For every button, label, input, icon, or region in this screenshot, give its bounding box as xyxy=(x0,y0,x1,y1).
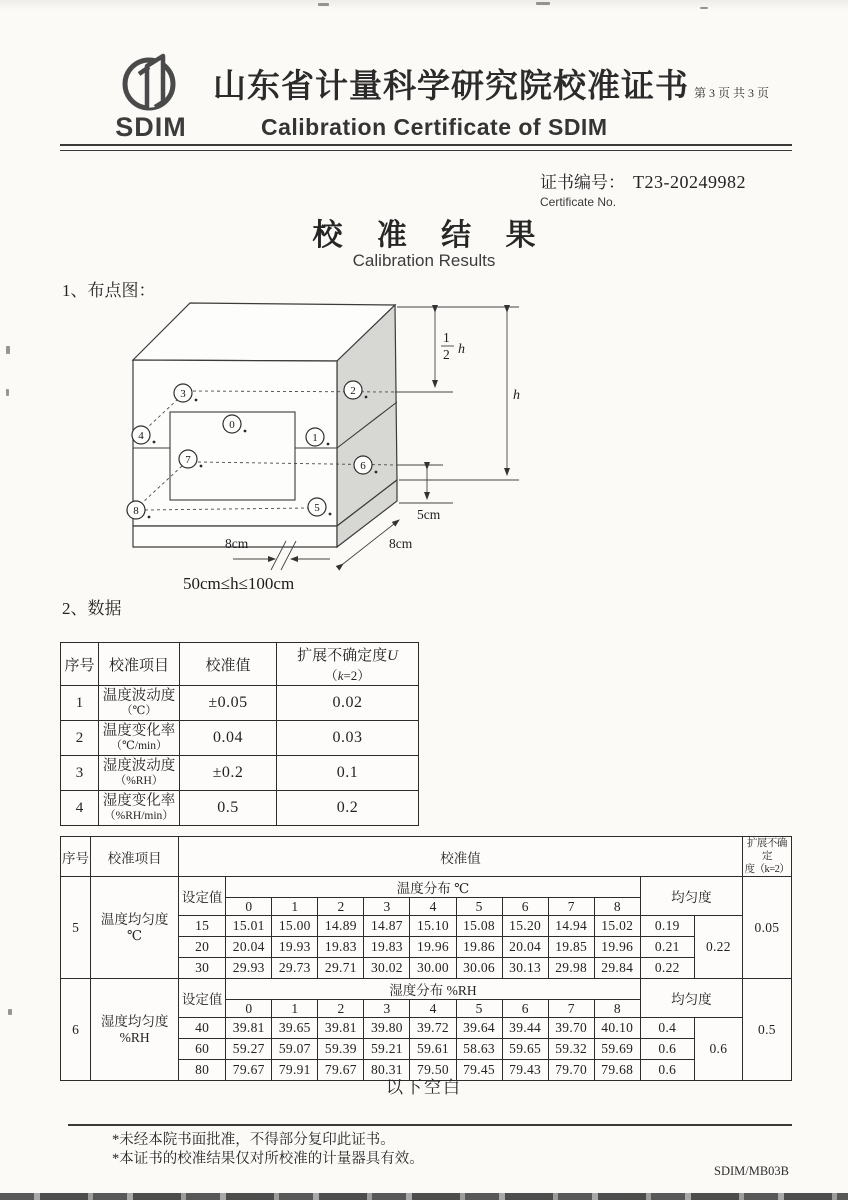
table-cell: 1 xyxy=(272,1000,318,1018)
table-cell: 校准值 xyxy=(180,643,277,686)
results-title-en: Calibration Results xyxy=(352,251,496,270)
table-cell: 15.01 xyxy=(226,916,272,937)
table-cell: 79.50 xyxy=(410,1060,456,1081)
table-cell: 湿度分布 %RH xyxy=(226,979,641,1000)
table-cell: 序号 xyxy=(61,643,99,686)
scan-edge-band xyxy=(0,1193,848,1200)
table-cell: 4 xyxy=(61,791,99,826)
table-cell: 6 xyxy=(502,1000,548,1018)
table-cell: 4 xyxy=(410,898,456,916)
diagram-shape xyxy=(329,513,332,516)
table-cell: 5 xyxy=(456,1000,502,1018)
table-cell: 29.93 xyxy=(226,958,272,979)
table-cell: 30.02 xyxy=(364,958,410,979)
scan-speck xyxy=(700,7,708,9)
table-cell: 30.00 xyxy=(410,958,456,979)
table-row xyxy=(61,686,419,721)
diagram-shape: 1 xyxy=(443,330,450,345)
table-cell: 39.72 xyxy=(410,1018,456,1039)
table-cell: 19.85 xyxy=(548,937,594,958)
table-cell: 19.93 xyxy=(272,937,318,958)
table-cell: ±0.2 xyxy=(180,756,277,791)
logo-text: SDIM xyxy=(115,112,187,142)
results-title-cn: 校 准 结 果 xyxy=(312,219,549,252)
table-cell: 扩展不确定 度（k=2） xyxy=(742,837,791,877)
table-cell: 20.04 xyxy=(226,937,272,958)
page-number: 第 3 页 共 3 页 xyxy=(694,86,770,100)
table-cell: 59.27 xyxy=(226,1039,272,1060)
diagram-shape xyxy=(148,516,151,519)
table-cell: 39.70 xyxy=(548,1018,594,1039)
h-label: h xyxy=(513,388,520,403)
table-cell: 39.81 xyxy=(226,1018,272,1039)
diagram-shape: 2 xyxy=(443,347,450,362)
diagram-shape: 6 xyxy=(360,460,366,472)
header-divider xyxy=(60,144,792,151)
table-cell: 0.02 xyxy=(277,686,419,721)
table-cell: 2 xyxy=(318,898,364,916)
table-cell: 4 xyxy=(410,1000,456,1018)
table-cell: 15.08 xyxy=(456,916,502,937)
table-cell: 0.19 xyxy=(640,916,694,937)
placement-diagram xyxy=(105,298,575,598)
table-cell: 6 xyxy=(502,898,548,916)
scan-smudge xyxy=(0,0,848,10)
section-heading-layout: 1、布点图： xyxy=(62,281,156,300)
blank-below-note: 以下空白 xyxy=(386,1078,462,1097)
table-cell: 19.83 xyxy=(318,937,364,958)
diagram-shape xyxy=(195,399,198,402)
table-cell: 5 xyxy=(456,898,502,916)
table-cell: 20.04 xyxy=(502,937,548,958)
table-cell: 29.84 xyxy=(594,958,640,979)
fluctuation-table xyxy=(60,642,419,826)
table-cell: 79.67 xyxy=(226,1060,272,1081)
table-cell: 校准项目 xyxy=(91,837,179,877)
table-cell: 79.43 xyxy=(502,1060,548,1081)
footer-note-2: *本证书的校准结果仅对所校准的计量器具有效。 xyxy=(112,1151,424,1167)
table-cell: 79.70 xyxy=(548,1060,594,1081)
table-cell: 扩展不确定度U （k=2） xyxy=(277,643,419,686)
table-cell: 0 xyxy=(226,1000,272,1018)
certificate-title-en: Calibration Certificate of SDIM xyxy=(261,114,608,140)
table-cell: 79.91 xyxy=(272,1060,318,1081)
header-titles xyxy=(213,60,803,141)
table-header-row xyxy=(61,643,419,686)
diagram-caption: 50cm≤h≤100cm xyxy=(183,574,295,593)
table-cell: 15.02 xyxy=(594,916,640,937)
table-cell: 2 xyxy=(318,1000,364,1018)
table-cell: 39.64 xyxy=(456,1018,502,1039)
table-cell: 19.83 xyxy=(364,937,410,958)
diagram-shape xyxy=(153,441,156,444)
form-number: SDIM/MB03B xyxy=(714,1164,790,1178)
table-cell: 0.6 xyxy=(640,1039,694,1060)
table-cell: 0.22 xyxy=(640,958,694,979)
table-cell: 0.2 xyxy=(277,791,419,826)
certificate-title-cn: 山东省计量科学研究院校准证书 xyxy=(213,69,689,105)
scan-speck xyxy=(8,1009,12,1015)
table-cell: 14.94 xyxy=(548,916,594,937)
table-cell: 20 xyxy=(179,937,226,958)
table-row xyxy=(61,791,419,826)
table-cell: 5 xyxy=(61,877,91,979)
diagram-shape xyxy=(147,56,163,108)
table-cell: 39.65 xyxy=(272,1018,318,1039)
hum-section-header-row xyxy=(61,979,792,1000)
table-cell: 40.10 xyxy=(594,1018,640,1039)
dim-8cm-front-label: 8cm xyxy=(225,536,249,551)
table-cell: 29.73 xyxy=(272,958,318,979)
table-cell: 均匀度 xyxy=(640,979,742,1018)
table-cell: 0.03 xyxy=(277,721,419,756)
table-row xyxy=(61,756,419,791)
table-cell: 7 xyxy=(548,898,594,916)
table-cell: 3 xyxy=(364,898,410,916)
table-cell: 15.10 xyxy=(410,916,456,937)
certificate-number: T23-20249982 xyxy=(633,172,746,192)
table-cell: 温度波动度 （℃） xyxy=(99,686,180,721)
diagram-shape: 0 xyxy=(229,419,235,431)
table-cell: 设定值 xyxy=(179,877,226,916)
scan-speck xyxy=(6,389,9,396)
table-cell: 3 xyxy=(364,1000,410,1018)
scan-speck xyxy=(6,346,10,354)
table-cell: 1 xyxy=(272,898,318,916)
table-cell: 0.5 xyxy=(742,979,791,1081)
table-cell: 0.4 xyxy=(640,1018,694,1039)
table-cell: 79.45 xyxy=(456,1060,502,1081)
diagram-shape: 1 xyxy=(312,432,318,444)
table-cell: 60 xyxy=(179,1039,226,1060)
table-cell: 19.96 xyxy=(594,937,640,958)
diagram-shape: 2 xyxy=(350,385,356,397)
table-cell: 0 xyxy=(226,898,272,916)
table-cell: 39.44 xyxy=(502,1018,548,1039)
table-cell: 0.6 xyxy=(694,1018,742,1081)
table-cell: 79.68 xyxy=(594,1060,640,1081)
sdim-logo xyxy=(94,52,208,141)
half-h-label: h xyxy=(458,342,465,357)
table-cell: 15.00 xyxy=(272,916,318,937)
diagram-shape: 3 xyxy=(180,388,186,400)
table-cell: 19.86 xyxy=(456,937,502,958)
table-cell: 1 xyxy=(61,686,99,721)
table-cell: 校准项目 xyxy=(99,643,180,686)
table-cell: 6 xyxy=(61,979,91,1081)
sdim-logo-icon xyxy=(119,52,183,116)
certificate-number-block xyxy=(540,168,746,209)
table-cell: 59.65 xyxy=(502,1039,548,1060)
table-cell: 59.32 xyxy=(548,1039,594,1060)
diagram-shape: 7 xyxy=(185,454,191,466)
diagram-shape xyxy=(397,307,519,503)
scan-speck xyxy=(536,2,550,5)
table-cell: 80 xyxy=(179,1060,226,1081)
table-cell: 59.07 xyxy=(272,1039,318,1060)
table-cell: 均匀度 xyxy=(640,877,742,916)
table-cell: 30.13 xyxy=(502,958,548,979)
table-cell: 校准值 xyxy=(179,837,743,877)
uniformity-table xyxy=(60,836,792,1081)
table-cell: 14.89 xyxy=(318,916,364,937)
table-cell: 15.20 xyxy=(502,916,548,937)
table-row xyxy=(61,721,419,756)
table-cell: 59.39 xyxy=(318,1039,364,1060)
table-cell: 温度均匀度 ℃ xyxy=(91,877,179,979)
temp-section-header-row xyxy=(61,877,792,898)
footer-note-1: *未经本院书面批准，不得部分复印此证书。 xyxy=(112,1132,395,1148)
table-cell: 8 xyxy=(594,1000,640,1018)
dim-8cm-side-label: 8cm xyxy=(389,536,413,551)
table-cell: 0.22 xyxy=(694,916,742,979)
table-cell: 59.21 xyxy=(364,1039,410,1060)
table-cell: 59.69 xyxy=(594,1039,640,1060)
table-cell: 29.98 xyxy=(548,958,594,979)
table-cell: 温度变化率 （℃/min） xyxy=(99,721,180,756)
table-cell: 40 xyxy=(179,1018,226,1039)
table-cell: 设定值 xyxy=(179,979,226,1018)
diagram-shape xyxy=(375,471,378,474)
table-cell: 0.1 xyxy=(277,756,419,791)
diagram-shape: 8 xyxy=(133,505,139,517)
table-cell: 0.05 xyxy=(742,877,791,979)
dim-5cm-label: 5cm xyxy=(417,507,441,522)
table-cell: 29.71 xyxy=(318,958,364,979)
section-heading-data: 2、数据 xyxy=(62,599,122,618)
table-cell: 0.04 xyxy=(180,721,277,756)
table-cell: 14.87 xyxy=(364,916,410,937)
table-cell: 39.81 xyxy=(318,1018,364,1039)
table-cell: 湿度波动度 （%RH） xyxy=(99,756,180,791)
diagram-shape xyxy=(365,396,368,399)
table-cell: 2 xyxy=(61,721,99,756)
table-cell: 0.5 xyxy=(180,791,277,826)
table-cell: 58.63 xyxy=(456,1039,502,1060)
diagram-shape xyxy=(327,443,330,446)
scan-speck xyxy=(318,3,329,6)
table-cell: 79.67 xyxy=(318,1060,364,1081)
diagram-shape xyxy=(244,430,247,433)
certificate-number-label-en: Certificate No. xyxy=(540,195,617,209)
table-header-row xyxy=(61,837,792,877)
table-cell: 湿度变化率 （%RH/min） xyxy=(99,791,180,826)
table-cell: ±0.05 xyxy=(180,686,277,721)
table-cell: 0.21 xyxy=(640,937,694,958)
certificate-number-label: 证书编号： xyxy=(540,173,625,192)
table-cell: 湿度均匀度 %RH xyxy=(91,979,179,1081)
table-cell: 序号 xyxy=(61,837,91,877)
table-cell: 8 xyxy=(594,898,640,916)
table-cell: 温度分布 ℃ xyxy=(226,877,641,898)
table-cell: 80.31 xyxy=(364,1060,410,1081)
table-cell: 39.80 xyxy=(364,1018,410,1039)
table-cell: 7 xyxy=(548,1000,594,1018)
diagram-shape xyxy=(200,465,203,468)
footer-divider xyxy=(68,1124,792,1126)
table-cell: 59.61 xyxy=(410,1039,456,1060)
table-cell: 15 xyxy=(179,916,226,937)
table-cell: 0.6 xyxy=(640,1060,694,1081)
table-cell: 3 xyxy=(61,756,99,791)
diagram-shape: 4 xyxy=(138,430,144,442)
diagram-shape: 5 xyxy=(314,502,320,514)
table-cell: 30.06 xyxy=(456,958,502,979)
table-cell: 19.96 xyxy=(410,937,456,958)
table-cell: 30 xyxy=(179,958,226,979)
